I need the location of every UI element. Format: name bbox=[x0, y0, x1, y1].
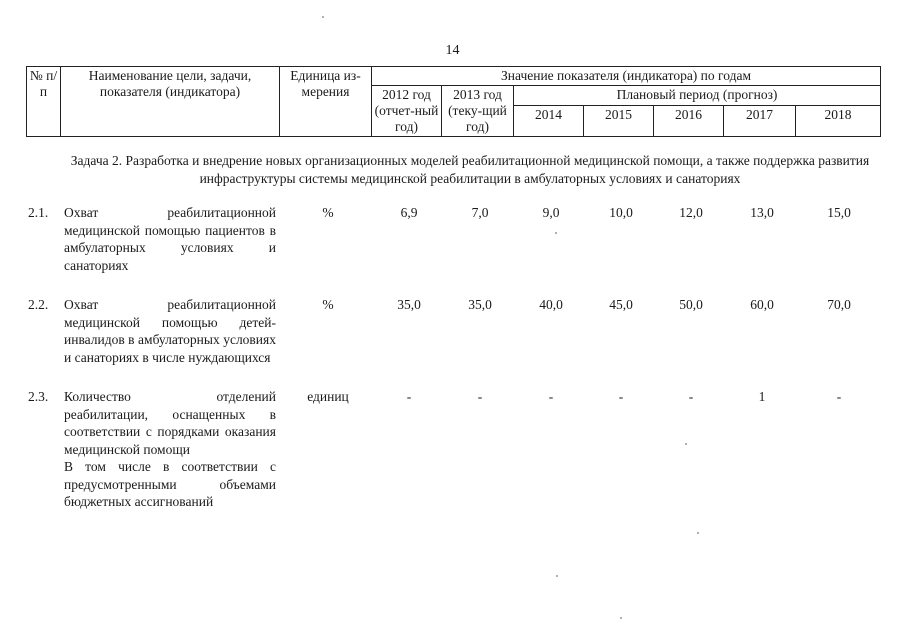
row-name: Охват реабилитационной медицинской помощью пациентов в амбулаторных условиях и санаториях bbox=[64, 205, 276, 273]
row-num: 2.3. bbox=[28, 389, 49, 404]
row-num: 2.1. bbox=[28, 205, 49, 220]
scan-speck bbox=[555, 232, 557, 234]
row-value: - bbox=[688, 389, 694, 404]
row-name: Количество отделений реабилитации, оснащенных в соответствии с порядками оказания медицинской помощи bbox=[64, 389, 276, 457]
row-unit: единиц bbox=[307, 389, 349, 404]
row-value: - bbox=[618, 389, 624, 404]
row-value: 35,0 bbox=[468, 297, 492, 312]
row-unit: % bbox=[322, 205, 334, 220]
table-row bbox=[26, 296, 880, 388]
row-name: Охват реабилитационной медицинской помощью детей-инвалидов в амбулаторных условиях и санаториях в числе нуждающихся bbox=[64, 297, 276, 365]
row-value: 6,9 bbox=[400, 205, 418, 220]
header-year: 2018 bbox=[796, 106, 881, 137]
row-unit: % bbox=[322, 297, 334, 312]
header-year: 2016 bbox=[654, 106, 724, 137]
header-name: Наименование цели, задачи, показателя (индикатора) bbox=[61, 67, 280, 137]
row-value: - bbox=[548, 389, 554, 404]
indicator-table-body bbox=[26, 204, 880, 533]
row-value: 1 bbox=[758, 389, 766, 404]
row-num: 2.2. bbox=[28, 297, 49, 312]
header-year: 2017 bbox=[724, 106, 796, 137]
header-year-2012: 2012 год (отчет-ный год) bbox=[372, 86, 442, 137]
header-year: 2014 bbox=[514, 106, 584, 137]
table-row bbox=[26, 388, 880, 533]
row-value: 45,0 bbox=[609, 297, 633, 312]
row-value: 12,0 bbox=[679, 205, 703, 220]
row-value: - bbox=[406, 389, 412, 404]
row-value: 60,0 bbox=[750, 297, 774, 312]
header-year-2013: 2013 год (теку-щий год) bbox=[442, 86, 514, 137]
row-note: В том числе в соответствии с предусмотренными объемами бюджетных ассигнований bbox=[64, 459, 276, 509]
table-row bbox=[26, 204, 880, 296]
row-value: - bbox=[477, 389, 483, 404]
scan-speck bbox=[322, 16, 324, 18]
scan-speck bbox=[620, 617, 622, 619]
page-number: 14 bbox=[445, 43, 460, 58]
header-unit: Единица из-мерения bbox=[280, 67, 372, 137]
indicator-table-header bbox=[26, 66, 881, 137]
row-value: 35,0 bbox=[397, 297, 421, 312]
row-value: 70,0 bbox=[827, 297, 851, 312]
row-value: 40,0 bbox=[539, 297, 563, 312]
task-title: Задача 2. Разработка и внедрение новых организационных моделей реабилитационной медицинской помощи, а также поддержка развития инфраструктуры системы медицинской реабилитации в амбулаторных условиях и санаториях bbox=[70, 153, 870, 186]
header-planned-period: Плановый период (прогноз) bbox=[514, 86, 881, 106]
row-value: 7,0 bbox=[471, 205, 489, 220]
row-value: 10,0 bbox=[609, 205, 633, 220]
scan-speck bbox=[685, 443, 687, 445]
header-values: Значение показателя (индикатора) по годам bbox=[372, 67, 881, 86]
scan-speck bbox=[697, 532, 699, 534]
row-value: 13,0 bbox=[750, 205, 774, 220]
header-year: 2015 bbox=[584, 106, 654, 137]
header-num: № п/п bbox=[27, 67, 61, 137]
row-value: - bbox=[836, 389, 842, 404]
row-name-cell bbox=[62, 388, 282, 533]
scan-speck bbox=[556, 575, 558, 577]
row-value: 15,0 bbox=[827, 205, 851, 220]
row-value: 50,0 bbox=[679, 297, 703, 312]
row-value: 9,0 bbox=[542, 205, 560, 220]
